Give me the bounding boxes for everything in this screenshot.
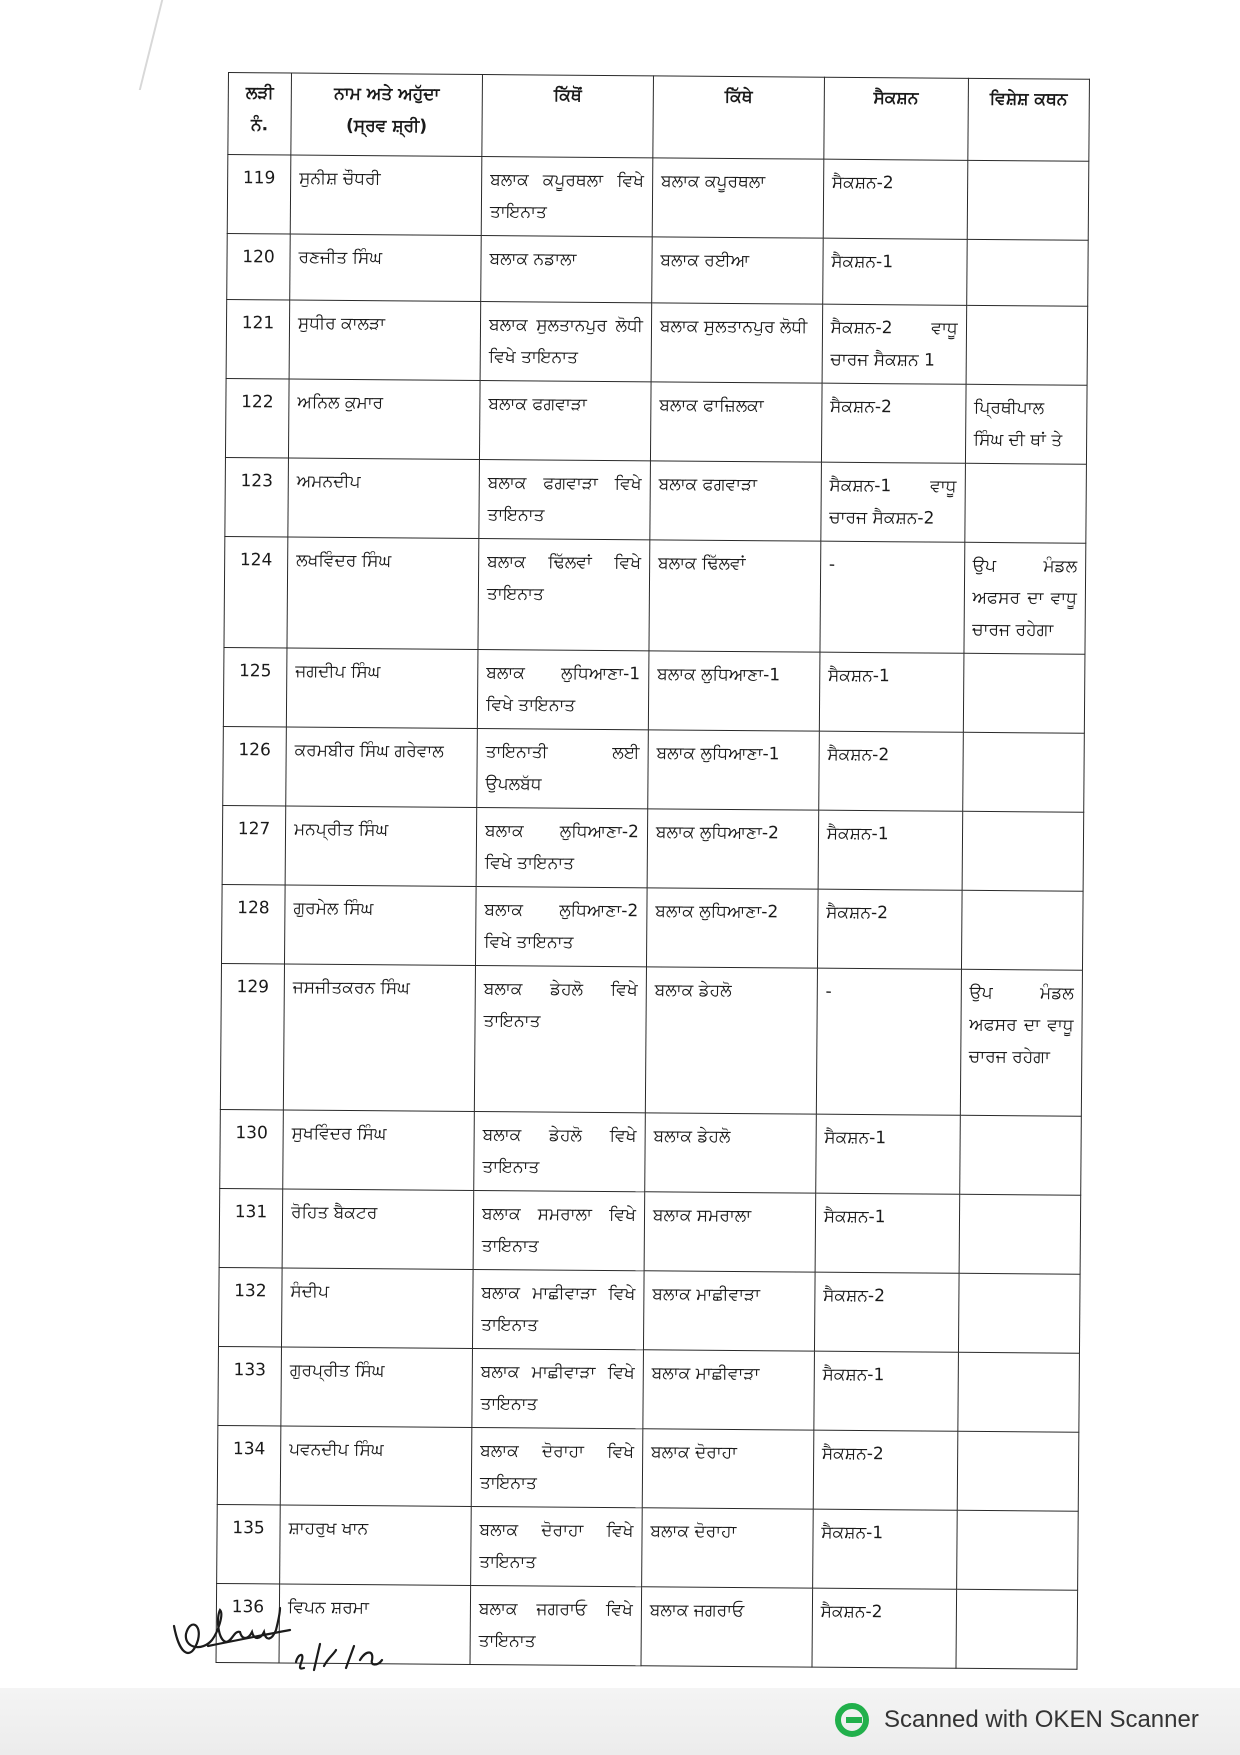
table-row — [225, 457, 1087, 543]
cell-from: ਬਲਾਕ ਲੁਧਿਆਣਾ-1 ਵਿਖੇ ਤਾਇਨਾਤ — [477, 649, 648, 729]
cell-from: ਬਲਾਕ ਦੋਰਾਹਾ ਵਿਖੇ ਤਾਇਨਾਤ — [471, 1506, 642, 1586]
cell-name: ਸੁਖਵਿੰਦਰ ਸਿੰਘ — [283, 1110, 475, 1190]
table-row — [220, 963, 1082, 1116]
header-name — [291, 73, 483, 156]
cell-serial: 129 — [220, 963, 284, 1109]
handwritten-signature — [168, 1600, 398, 1680]
cell-to: ਬਲਾਕ ਦੋਰਾਹਾ — [641, 1508, 812, 1588]
cell-from: ਬਲਾਕ ਢਿੱਲਵਾਂ ਵਿਖੇ ਤਾਇਨਾਤ — [478, 538, 650, 650]
cell-section: ਸੈਕਸ਼ਨ-1 — [815, 1193, 959, 1273]
table-row — [223, 726, 1085, 812]
cell-section: ਸੈਕਸ਼ਨ-2 — [821, 383, 965, 463]
cell-name: ਰਣਜੀਤ ਸਿੰਘ — [290, 234, 482, 301]
cell-remarks: ਉਪ ਮੰਡਲ ਅਫਸਰ ਦਾ ਵਾਧੂ ਚਾਰਜ ਰਹੇਗਾ — [960, 969, 1083, 1116]
oken-scanner-logo-icon — [832, 1700, 872, 1740]
cell-remarks — [964, 463, 1086, 543]
cell-name: ਪਵਨਦੀਪ ਸਿੰਘ — [280, 1426, 472, 1506]
cell-section: ਸੈਕਸ਼ਨ-2 — [818, 731, 962, 811]
cell-to: ਬਲਾਕ ਜਗਰਾਓ — [641, 1587, 812, 1667]
table-row — [218, 1267, 1080, 1353]
cell-to: ਬਲਾਕ ਲੁਧਿਆਣਾ-2 — [646, 888, 817, 968]
cell-serial: 119 — [227, 155, 291, 234]
cell-section: ਸੈਕਸ਼ਨ-2 — [814, 1272, 958, 1352]
header-name-line2: (ਸ੍ਰਵ ਸ਼੍ਰੀ) — [346, 115, 428, 137]
table-row — [221, 884, 1083, 970]
cell-from: ਬਲਾਕ ਲੁਧਿਆਣਾ-2 ਵਿਖੇ ਤਾਇਨਾਤ — [476, 886, 647, 966]
cell-remarks — [967, 160, 1089, 240]
cell-name: ਗੁਰਪ੍ਰੀਤ ਸਿੰਘ — [281, 1347, 473, 1427]
cell-remarks — [966, 305, 1088, 385]
header-remarks: ਵਿਸ਼ੇਸ਼ ਕਥਨ — [967, 78, 1089, 161]
cell-remarks — [962, 732, 1084, 812]
cell-name: ਗੁਰਮੇਲ ਸਿੰਘ — [284, 885, 476, 965]
header-name-line1: ਨਾਮ ਅਤੇ ਅਹੁੱਦਾ — [334, 83, 440, 105]
cell-from: ਬਲਾਕ ਮਾਛੀਵਾੜਾ ਵਿਖੇ ਤਾਇਨਾਤ — [472, 1348, 643, 1428]
header-to: ਕਿੱਥੇ — [653, 76, 824, 159]
cell-name: ਸੰਦੀਪ — [281, 1268, 473, 1348]
cell-section: - — [820, 541, 965, 653]
cell-to: ਬਲਾਕ ਫਾਜ਼ਿਲਕਾ — [650, 382, 821, 462]
cell-section: ਸੈਕਸ਼ਨ-1 — [815, 1114, 959, 1194]
header-from: ਕਿੱਥੋਂ — [482, 74, 653, 157]
cell-remarks — [958, 1273, 1080, 1353]
cell-from: ਬਲਾਕ ਨਡਾਲਾ — [481, 235, 652, 302]
cell-to: ਬਲਾਕ ਰਈਆ — [652, 237, 823, 304]
table-row — [227, 155, 1089, 241]
cell-section: ਸੈਕਸ਼ਨ-1 — [822, 238, 966, 305]
cell-serial: 135 — [217, 1504, 281, 1583]
cell-remarks — [962, 811, 1084, 891]
cell-section: ਸੈਕਸ਼ਨ-1 ਵਾਧੂ ਚਾਰਜ ਸੈਕਸ਼ਨ-2 — [821, 462, 965, 542]
cell-to: ਬਲਾਕ ਲੁਧਿਆਣਾ-1 — [648, 730, 819, 810]
scanner-watermark — [832, 1697, 1199, 1743]
table-row — [218, 1346, 1080, 1432]
cell-serial: 134 — [217, 1425, 281, 1504]
cell-name: ਸੁਨੀਸ਼ ਚੌਧਰੀ — [290, 155, 482, 235]
cell-remarks — [956, 1510, 1078, 1590]
header-section: ਸੈਕਸ਼ਨ — [824, 77, 968, 160]
cell-remarks — [966, 239, 1088, 306]
cell-from: ਬਲਾਕ ਸੁਲਤਾਨਪੁਰ ਲੋਧੀ ਵਿਖੇ ਤਾਇਨਾਤ — [480, 301, 651, 381]
cell-serial: 136 — [216, 1583, 280, 1662]
cell-section: ਸੈਕਸ਼ਨ-2 — [823, 159, 967, 239]
cell-serial: 127 — [222, 805, 286, 884]
header-serial: ਲੜੀ ਨੰ. — [228, 73, 292, 155]
cell-to: ਬਲਾਕ ਲੁਧਿਆਣਾ-2 — [647, 809, 818, 889]
table-row — [217, 1425, 1079, 1511]
cell-to: ਬਲਾਕ ਡੇਹਲੋ — [645, 967, 817, 1114]
table-row — [227, 233, 1088, 306]
table-header-row — [228, 73, 1090, 162]
cell-name: ਸ਼ਾਹਰੁਖ ਖਾਨ — [280, 1505, 472, 1585]
cell-serial: 121 — [226, 299, 290, 378]
cell-remarks: ਪ੍ਰਿਥੀਪਾਲ ਸਿੰਘ ਦੀ ਥਾਂ ਤੇ — [965, 384, 1087, 464]
cell-remarks — [959, 1194, 1081, 1274]
cell-name: ਜਗਦੀਪ ਸਿੰਘ — [286, 648, 478, 728]
cell-serial: 132 — [218, 1267, 282, 1346]
cell-section: ਸੈਕਸ਼ਨ-1 — [812, 1509, 956, 1589]
table-row — [217, 1504, 1079, 1590]
cell-to: ਬਲਾਕ ਡੇਹਲੋ — [645, 1113, 816, 1193]
cell-to: ਬਲਾਕ ਕਪੂਰਥਲਾ — [652, 158, 823, 238]
cell-serial: 123 — [225, 457, 289, 536]
cell-to: ਬਲਾਕ ਫਗਵਾੜਾ — [650, 461, 821, 541]
table-row — [223, 647, 1085, 733]
cell-serial: 126 — [223, 726, 287, 805]
cell-remarks — [963, 653, 1085, 733]
cell-section: ਸੈਕਸ਼ਨ-2 — [817, 889, 961, 969]
cell-name: ਸੁਧੀਰ ਕਾਲੜਾ — [289, 300, 481, 380]
cell-section: ਸੈਕਸ਼ਨ-2 ਵਾਧੂ ਚਾਰਜ ਸੈਕਸ਼ਨ 1 — [822, 304, 966, 384]
cell-remarks — [956, 1589, 1078, 1669]
cell-to: ਬਲਾਕ ਮਾਛੀਵਾੜਾ — [643, 1350, 814, 1430]
cell-section: - — [816, 968, 961, 1115]
cell-to: ਬਲਾਕ ਲੁਧਿਆਣਾ-1 — [648, 651, 819, 731]
cell-serial: 120 — [227, 233, 290, 299]
cell-section: ਸੈਕਸ਼ਨ-2 — [812, 1588, 956, 1668]
cell-serial: 133 — [218, 1346, 282, 1425]
cell-to: ਬਲਾਕ ਦੋਰਾਹਾ — [642, 1429, 813, 1509]
cell-section: ਸੈਕਸ਼ਨ-1 — [819, 652, 963, 732]
cell-from: ਬਲਾਕ ਫਗਵਾੜਾ — [479, 380, 650, 460]
cell-to: ਬਲਾਕ ਮਾਛੀਵਾੜਾ — [643, 1271, 814, 1351]
transfer-table — [216, 72, 1090, 1670]
table-row — [220, 1109, 1082, 1195]
cell-from: ਬਲਾਕ ਕਪੂਰਥਲਾ ਵਿਖੇ ਤਾਇਨਾਤ — [481, 156, 652, 236]
cell-remarks — [961, 890, 1083, 970]
table-row — [219, 1188, 1081, 1274]
table-row — [224, 536, 1086, 654]
cell-serial: 125 — [223, 647, 287, 726]
cell-from: ਬਲਾਕ ਜਗਰਾਓ ਵਿਖੇ ਤਾਇਨਾਤ — [470, 1585, 641, 1665]
cell-serial: 130 — [220, 1109, 284, 1188]
cell-name: ਮਨਪ੍ਰੀਤ ਸਿੰਘ — [285, 806, 477, 886]
cell-name: ਕਰਮਬੀਰ ਸਿੰਘ ਗਰੇਵਾਲ — [286, 727, 478, 807]
cell-serial: 128 — [221, 884, 285, 963]
cell-from: ਬਲਾਕ ਡੇਹਲੋ ਵਿਖੇ ਤਾਇਨਾਤ — [474, 1111, 645, 1191]
cell-serial: 122 — [225, 378, 289, 457]
cell-section: ਸੈਕਸ਼ਨ-1 — [814, 1351, 958, 1431]
cell-name: ਅਨਿਲ ਕੁਮਾਰ — [288, 379, 480, 459]
cell-name: ਅਮਨਦੀਪ — [288, 458, 480, 538]
cell-from: ਬਲਾਕ ਮਾਛੀਵਾੜਾ ਵਿਖੇ ਤਾਇਨਾਤ — [472, 1269, 643, 1349]
cell-remarks — [957, 1352, 1079, 1432]
scanner-watermark-text: Scanned with OKEN Scanner — [884, 1706, 1199, 1733]
table-body — [216, 155, 1089, 1670]
cell-to: ਬਲਾਕ ਸਮਰਾਲਾ — [644, 1192, 815, 1272]
cell-to: ਬਲਾਕ ਸੁਲਤਾਨਪੁਰ ਲੋਧੀ — [651, 303, 822, 383]
table-row — [226, 299, 1088, 385]
cell-remarks — [957, 1431, 1079, 1511]
cell-to: ਬਲਾਕ ਢਿੱਲਵਾਂ — [649, 540, 821, 652]
cell-name: ਰੋਹਿਤ ਬੈਕਟਰ — [282, 1189, 474, 1269]
cell-name: ਲਖਵਿੰਦਰ ਸਿੰਘ — [287, 537, 479, 649]
cell-name: ਜਸਜੀਤਕਰਨ ਸਿੰਘ — [283, 964, 475, 1111]
cell-serial: 131 — [219, 1188, 283, 1267]
cell-from: ਬਲਾਕ ਲੁਧਿਆਣਾ-2 ਵਿਖੇ ਤਾਇਨਾਤ — [476, 807, 647, 887]
cell-from: ਬਲਾਕ ਦੋਰਾਹਾ ਵਿਖੇ ਤਾਇਨਾਤ — [471, 1427, 642, 1507]
cell-remarks: ਉਪ ਮੰਡਲ ਅਫਸਰ ਦਾ ਵਾਧੂ ਚਾਰਜ ਰਹੇਗਾ — [964, 542, 1086, 654]
cell-section: ਸੈਕਸ਼ਨ-2 — [813, 1430, 957, 1510]
page-edge-shadow — [139, 0, 223, 90]
table-row — [225, 378, 1087, 464]
cell-name: ਵਿਪਨ ਸ਼ਰਮਾ — [279, 1584, 471, 1664]
cell-from: ਤਾਇਨਾਤੀ ਲਈ ਉਪਲਬੱਧ — [477, 728, 648, 808]
cell-section: ਸੈਕਸ਼ਨ-1 — [818, 810, 962, 890]
table-row — [222, 805, 1084, 891]
cell-remarks — [959, 1115, 1081, 1195]
cell-serial: 124 — [224, 536, 288, 647]
cell-from: ਬਲਾਕ ਡੇਹਲੋ ਵਿਖੇ ਤਾਇਨਾਤ — [474, 965, 646, 1112]
cell-from: ਬਲਾਕ ਸਮਰਾਲਾ ਵਿਖੇ ਤਾਇਨਾਤ — [473, 1190, 644, 1270]
cell-from: ਬਲਾਕ ਫਗਵਾੜਾ ਵਿਖੇ ਤਾਇਨਾਤ — [479, 459, 650, 539]
